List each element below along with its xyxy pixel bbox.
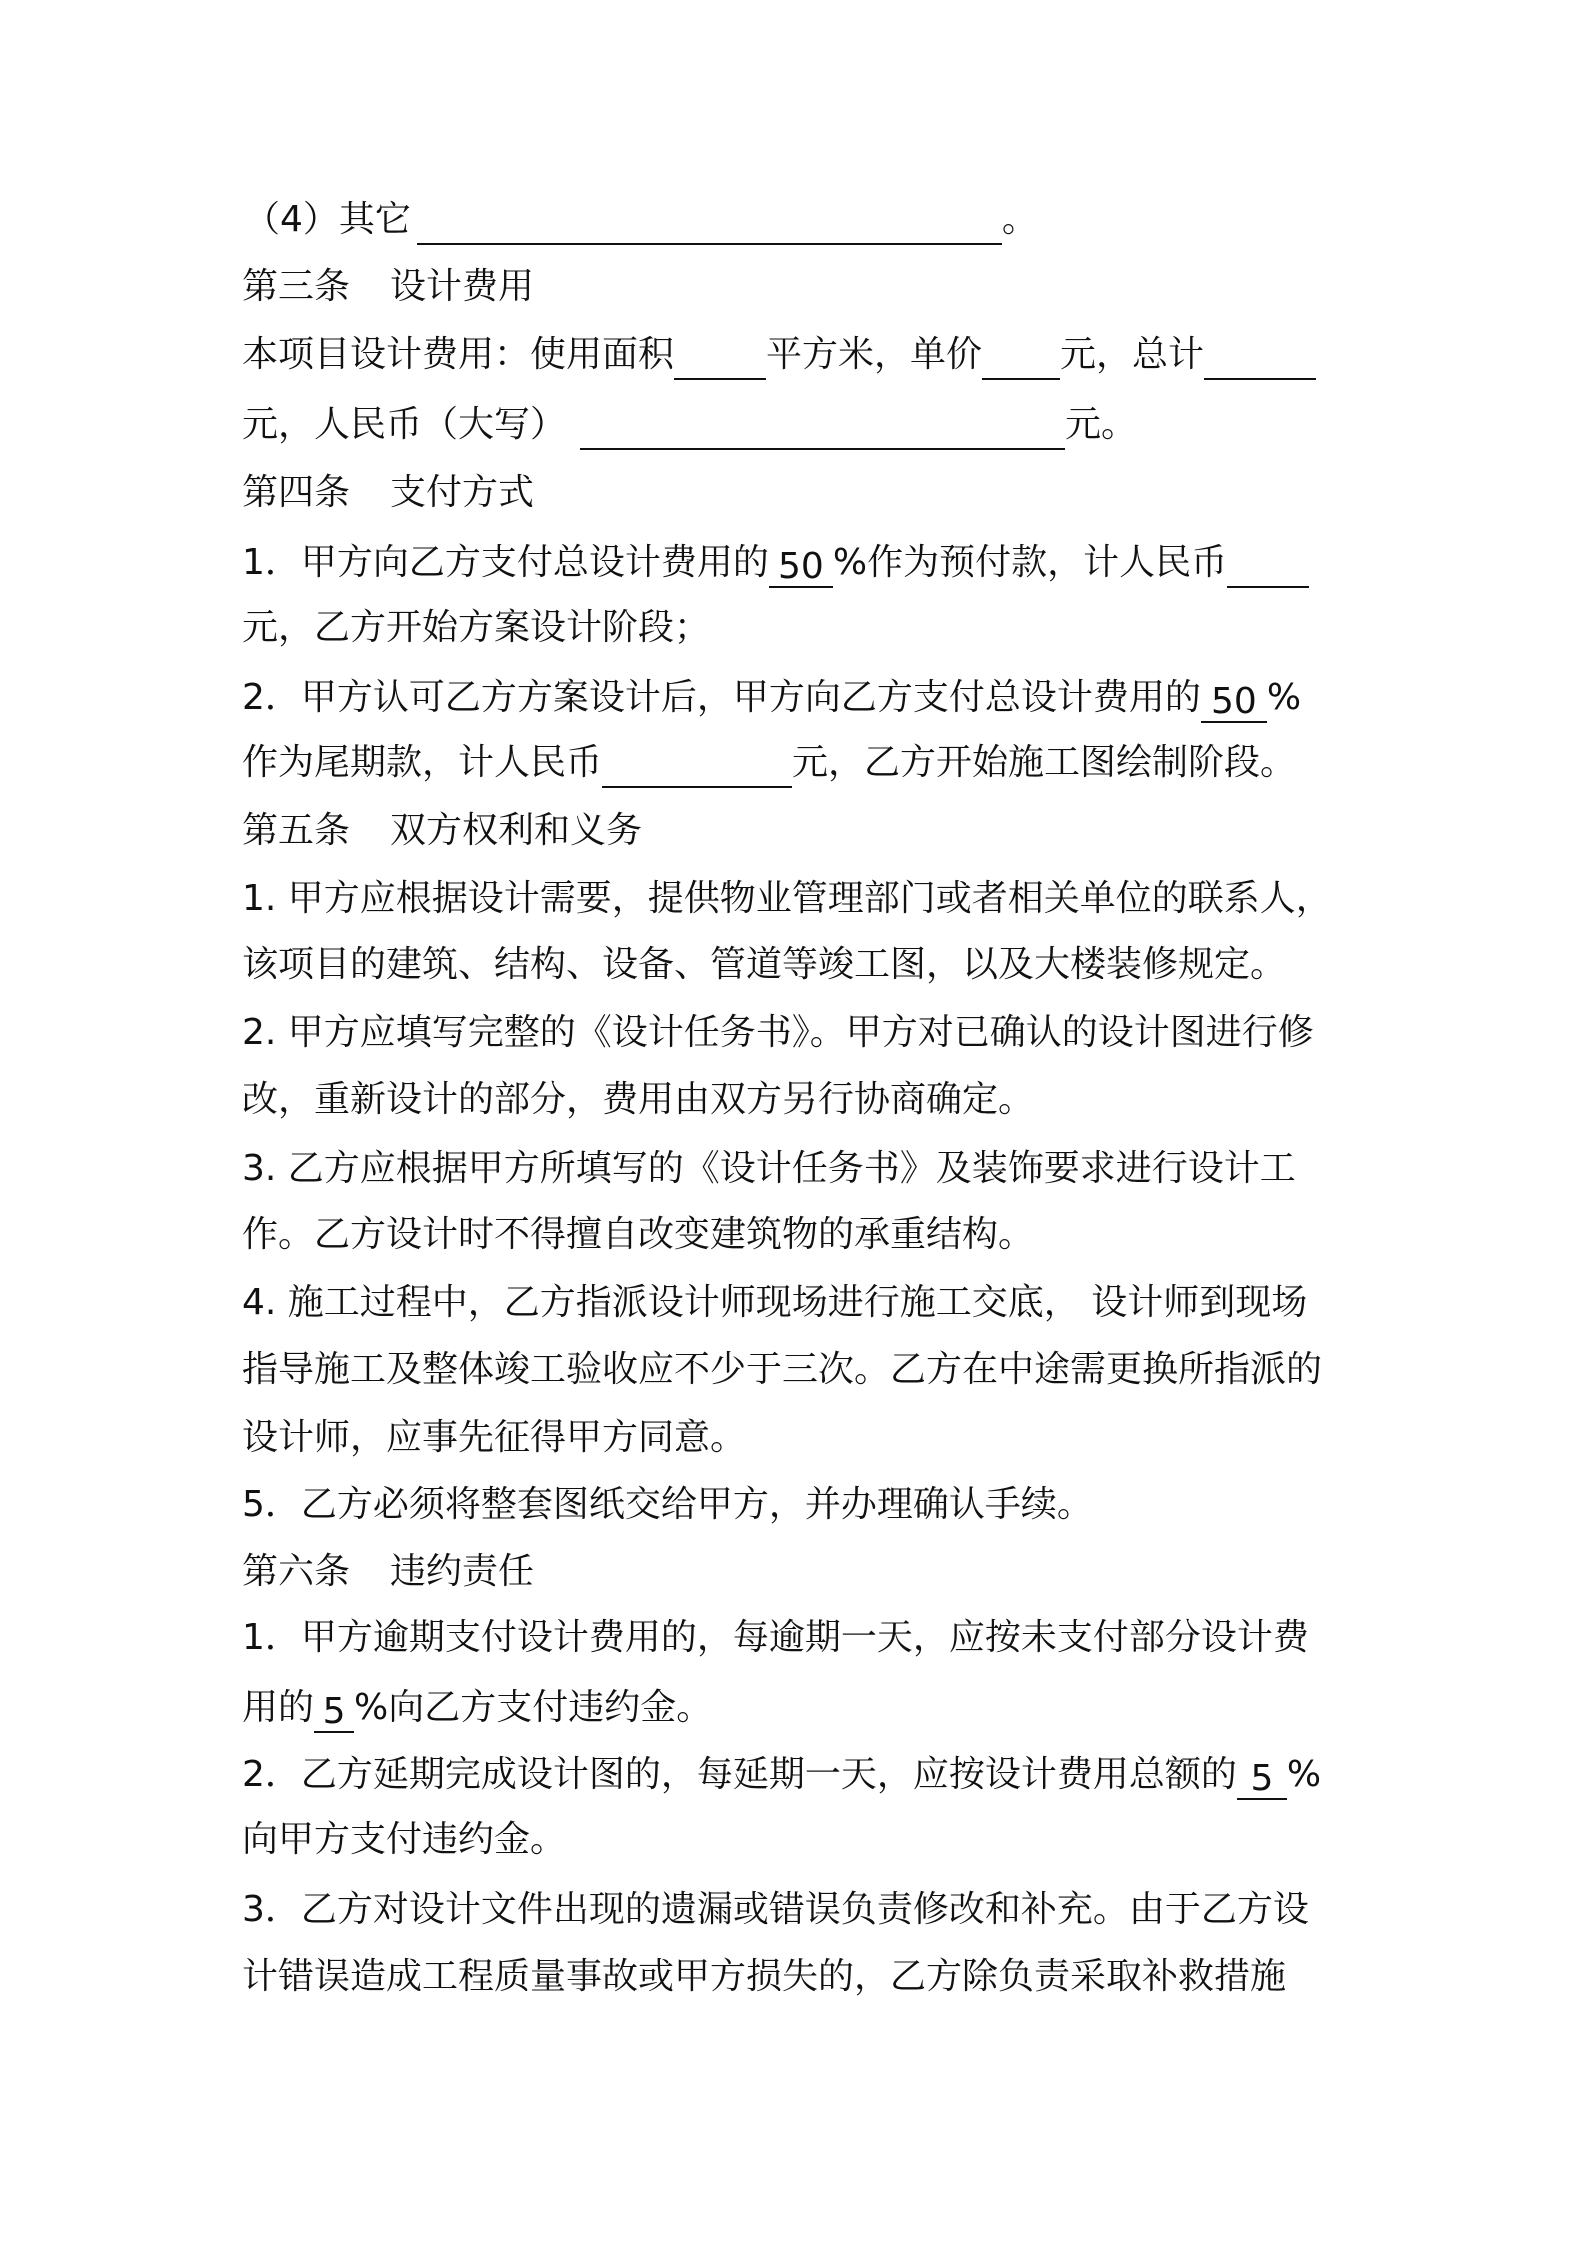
- penalty-item-2: 2．乙方延期完成设计图的，每延期一天，应按设计费用总额的 5 %: [242, 1754, 1322, 1799]
- fill-blank-capital-amount[interactable]: [580, 404, 1065, 450]
- payment-item-1: 1．甲方向乙方支付总设计费用的 50 %作为预付款，计人民币: [242, 538, 1352, 588]
- text-line: 设计师，应事先征得甲方同意。: [242, 1417, 747, 1458]
- fill-blank-amount[interactable]: [1227, 542, 1309, 588]
- article-number: 第四条: [242, 472, 351, 513]
- fill-blank-percent[interactable]: 5: [314, 1687, 354, 1733]
- text-line: 改，重新设计的部分，费用由双方另行协商确定。: [242, 1079, 1035, 1120]
- text-line: 3．乙方对设计文件出现的遗漏或错误负责修改和补充。由于乙方设: [242, 1889, 1309, 1930]
- penalty-item-1-cont: 用的 5 %向乙方支付违约金。: [242, 1687, 713, 1732]
- text-line: 作。乙方设计时不得擅自改变建筑物的承重结构。: [242, 1214, 1035, 1255]
- text-line: 指导施工及整体竣工验收应不少于三次。乙方在中途需更换所指派的: [242, 1349, 1323, 1390]
- article-heading: [242, 806, 1352, 856]
- article-number: 第三条: [242, 266, 351, 307]
- article-title: 支付方式: [390, 472, 535, 513]
- payment-item-2-cont: 作为尾期款，计人民币 元，乙方开始施工图绘制阶段。: [242, 738, 1352, 788]
- fill-blank-percent[interactable]: 50: [769, 542, 833, 588]
- article-title: 设计费用: [390, 266, 535, 307]
- clause-other: （4）其它 。: [242, 195, 1352, 245]
- fill-blank-percent[interactable]: 5: [1237, 1754, 1287, 1800]
- fill-blank-other[interactable]: [417, 199, 1002, 245]
- clause-label: （4）其它: [244, 199, 411, 240]
- text-line: 1. 甲方应根据设计需要，提供物业管理部门或者相关单位的联系人，: [242, 878, 1332, 919]
- fill-blank-area[interactable]: [674, 334, 766, 380]
- article-title: 违约责任: [390, 1551, 535, 1592]
- text-line: 5．乙方必须将整套图纸交给甲方，并办理确认手续。: [242, 1484, 1093, 1525]
- fill-blank-percent[interactable]: 50: [1201, 677, 1267, 723]
- fill-blank-amount[interactable]: [602, 742, 792, 788]
- text-line: 4. 施工过程中，乙方指派设计师现场进行施工交底， 设计师到现场: [242, 1282, 1308, 1323]
- text-line: 向甲方支付违约金。: [242, 1819, 567, 1860]
- fee-line: 本项目设计费用：使用面积 平方米，单价 元，总计: [242, 330, 1352, 380]
- article-number: 第五条: [242, 810, 351, 851]
- text-line: 2. 甲方应填写完整的《设计任务书》。甲方对已确认的设计图进行修: [242, 1012, 1314, 1053]
- fill-blank-unit-price[interactable]: [982, 334, 1060, 380]
- fee-line-capital: 元，人民币（大写） 元。: [242, 400, 1352, 450]
- text-line: 该项目的建筑、结构、设备、管道等竣工图，以及大楼装修规定。: [242, 944, 1287, 985]
- article-title: 双方权利和义务: [390, 810, 643, 851]
- article-heading: [242, 262, 1352, 312]
- text-line: 元，乙方开始方案设计阶段；: [242, 607, 711, 648]
- payment-item-2: 2．甲方认可乙方方案设计后，甲方向乙方支付总设计费用的 50 %: [242, 677, 1302, 722]
- article-heading: [242, 1547, 1352, 1597]
- article-number: 第六条: [242, 1551, 351, 1592]
- text-line: 1．甲方逾期支付设计费用的，每逾期一天，应按未支付部分设计费: [242, 1617, 1309, 1658]
- fill-blank-total[interactable]: [1204, 334, 1316, 380]
- article-heading: [242, 468, 1352, 518]
- text-line: 计错误造成工程质量事故或甲方损失的，乙方除负责采取补救措施: [242, 1956, 1287, 1997]
- text-line: 3. 乙方应根据甲方所填写的《设计任务书》及装饰要求进行设计工: [242, 1148, 1296, 1189]
